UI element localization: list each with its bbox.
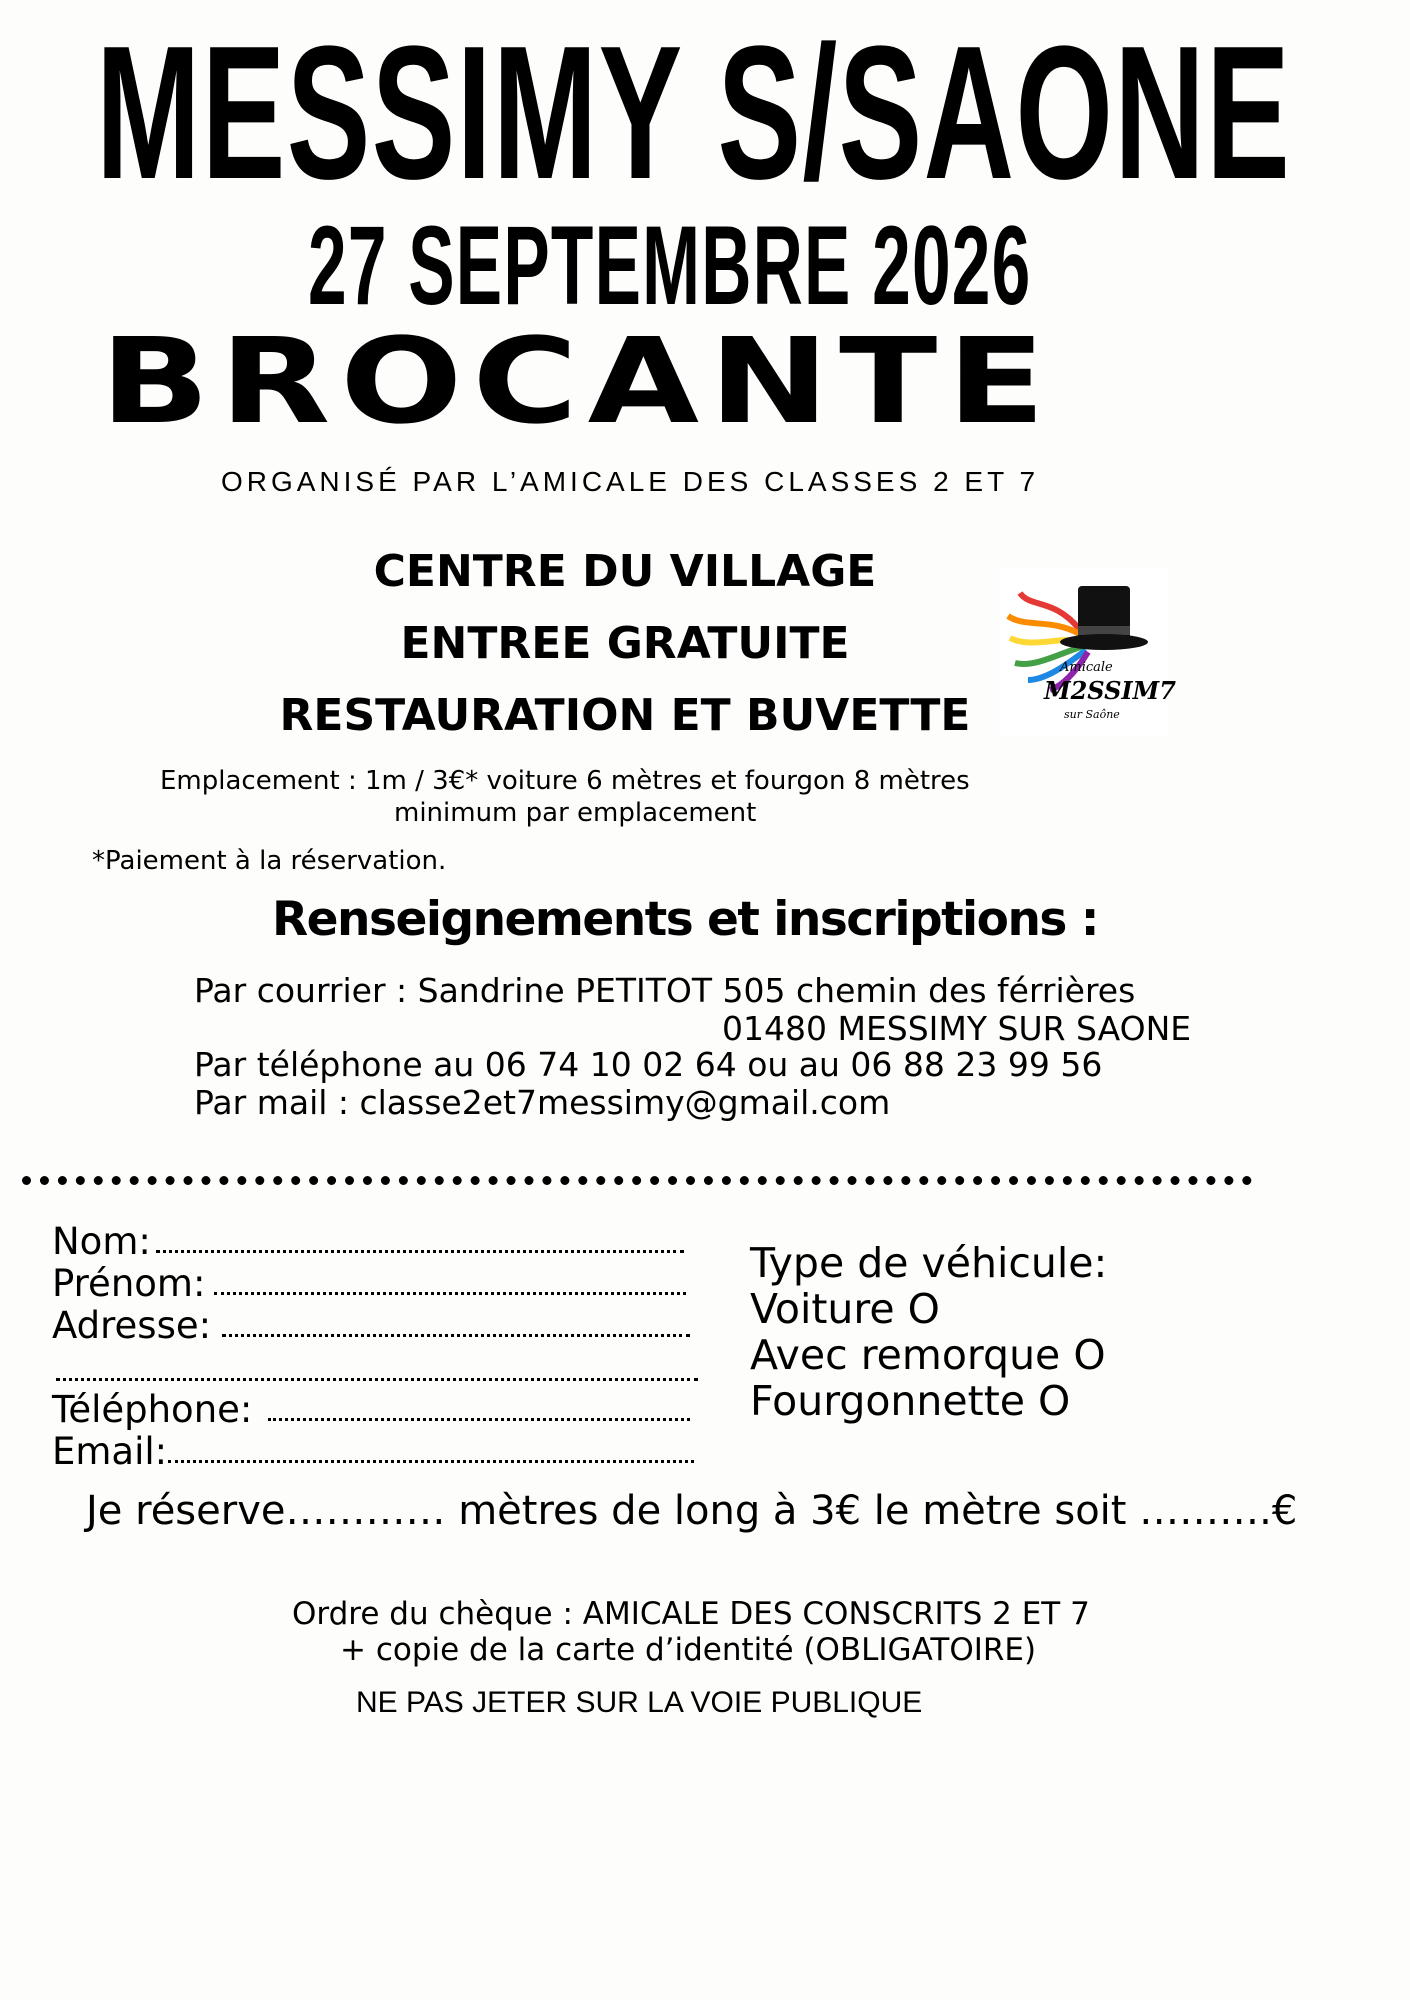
feature-centre-village: CENTRE DU VILLAGE [373,546,877,597]
feature-entree-gratuite: ENTREE GRATUITE [400,618,850,669]
pricing-line-1: Emplacement : 1m / 3€* voiture 6 mètres et fourgon 8 mètres [160,766,970,796]
vehicle-option-fourgonnette[interactable]: Fourgonnette O [750,1377,1071,1425]
info-heading: Renseignements et inscriptions : [271,892,1099,947]
contact-phone: Par téléphone au 06 74 10 02 64 ou au 06 88 23 99 56 [194,1045,1103,1084]
form-telephone-label: Téléphone: [52,1388,253,1431]
vehicle-option-remorque[interactable]: Avec remorque O [750,1331,1106,1379]
contact-mail-line-1: Par courrier : Sandrine PETITOT 505 chemin des férrières [194,971,1136,1010]
logo-line-3: sur Saône [1064,708,1120,721]
pricing-line-2: minimum par emplacement [394,798,757,828]
form-email-line[interactable] [168,1460,694,1463]
cut-line-divider [22,1166,1252,1185]
form-prenom-line[interactable] [214,1292,686,1295]
organiser-line: ORGANISÉ PAR L’AMICALE DES CLASSES 2 ET 7 [220,466,1040,497]
vehicle-type-title: Type de véhicule: [750,1239,1108,1287]
form-nom-label: Nom: [52,1220,151,1263]
form-adresse-label: Adresse: [52,1304,212,1347]
event-title: BROCANTE [100,312,1056,450]
form-email-label: Email: [52,1430,168,1473]
id-copy-note: + copie de la carte d’identité (OBLIGATOIRE) [340,1632,1037,1668]
contact-email: Par mail : classe2et7messimy@gmail.com [194,1083,891,1122]
form-nom-line[interactable] [156,1250,684,1253]
form-adresse-line-2[interactable] [56,1378,698,1381]
town-title: MESSIMY S/SAONE [96,7,1292,219]
vehicle-option-voiture[interactable]: Voiture O [750,1285,940,1333]
feature-restauration: RESTAURATION ET BUVETTE [279,690,971,741]
logo-line-2: M2SSIM7 [1044,676,1176,705]
form-adresse-line[interactable] [222,1334,690,1337]
form-telephone-line[interactable] [268,1418,690,1421]
payment-note: *Paiement à la réservation. [92,846,447,876]
cheque-order: Ordre du chèque : AMICALE DES CONSCRITS 2 ET 7 [292,1596,1090,1632]
form-prenom-label: Prénom: [52,1262,206,1305]
amicale-logo [1000,568,1176,736]
logo-line-1: Amicale [1060,660,1113,675]
contact-mail-line-2: 01480 MESSIMY SUR SAONE [722,1009,1192,1048]
event-date: 27 SEPTEMBRE 2026 [308,203,1032,328]
public-road-notice: NE PAS JETER SUR LA VOIE PUBLIQUE [356,1686,923,1719]
reservation-line[interactable]: Je réserve………… mètres de long à 3€ le mètre soit ……….€ [86,1488,1298,1534]
